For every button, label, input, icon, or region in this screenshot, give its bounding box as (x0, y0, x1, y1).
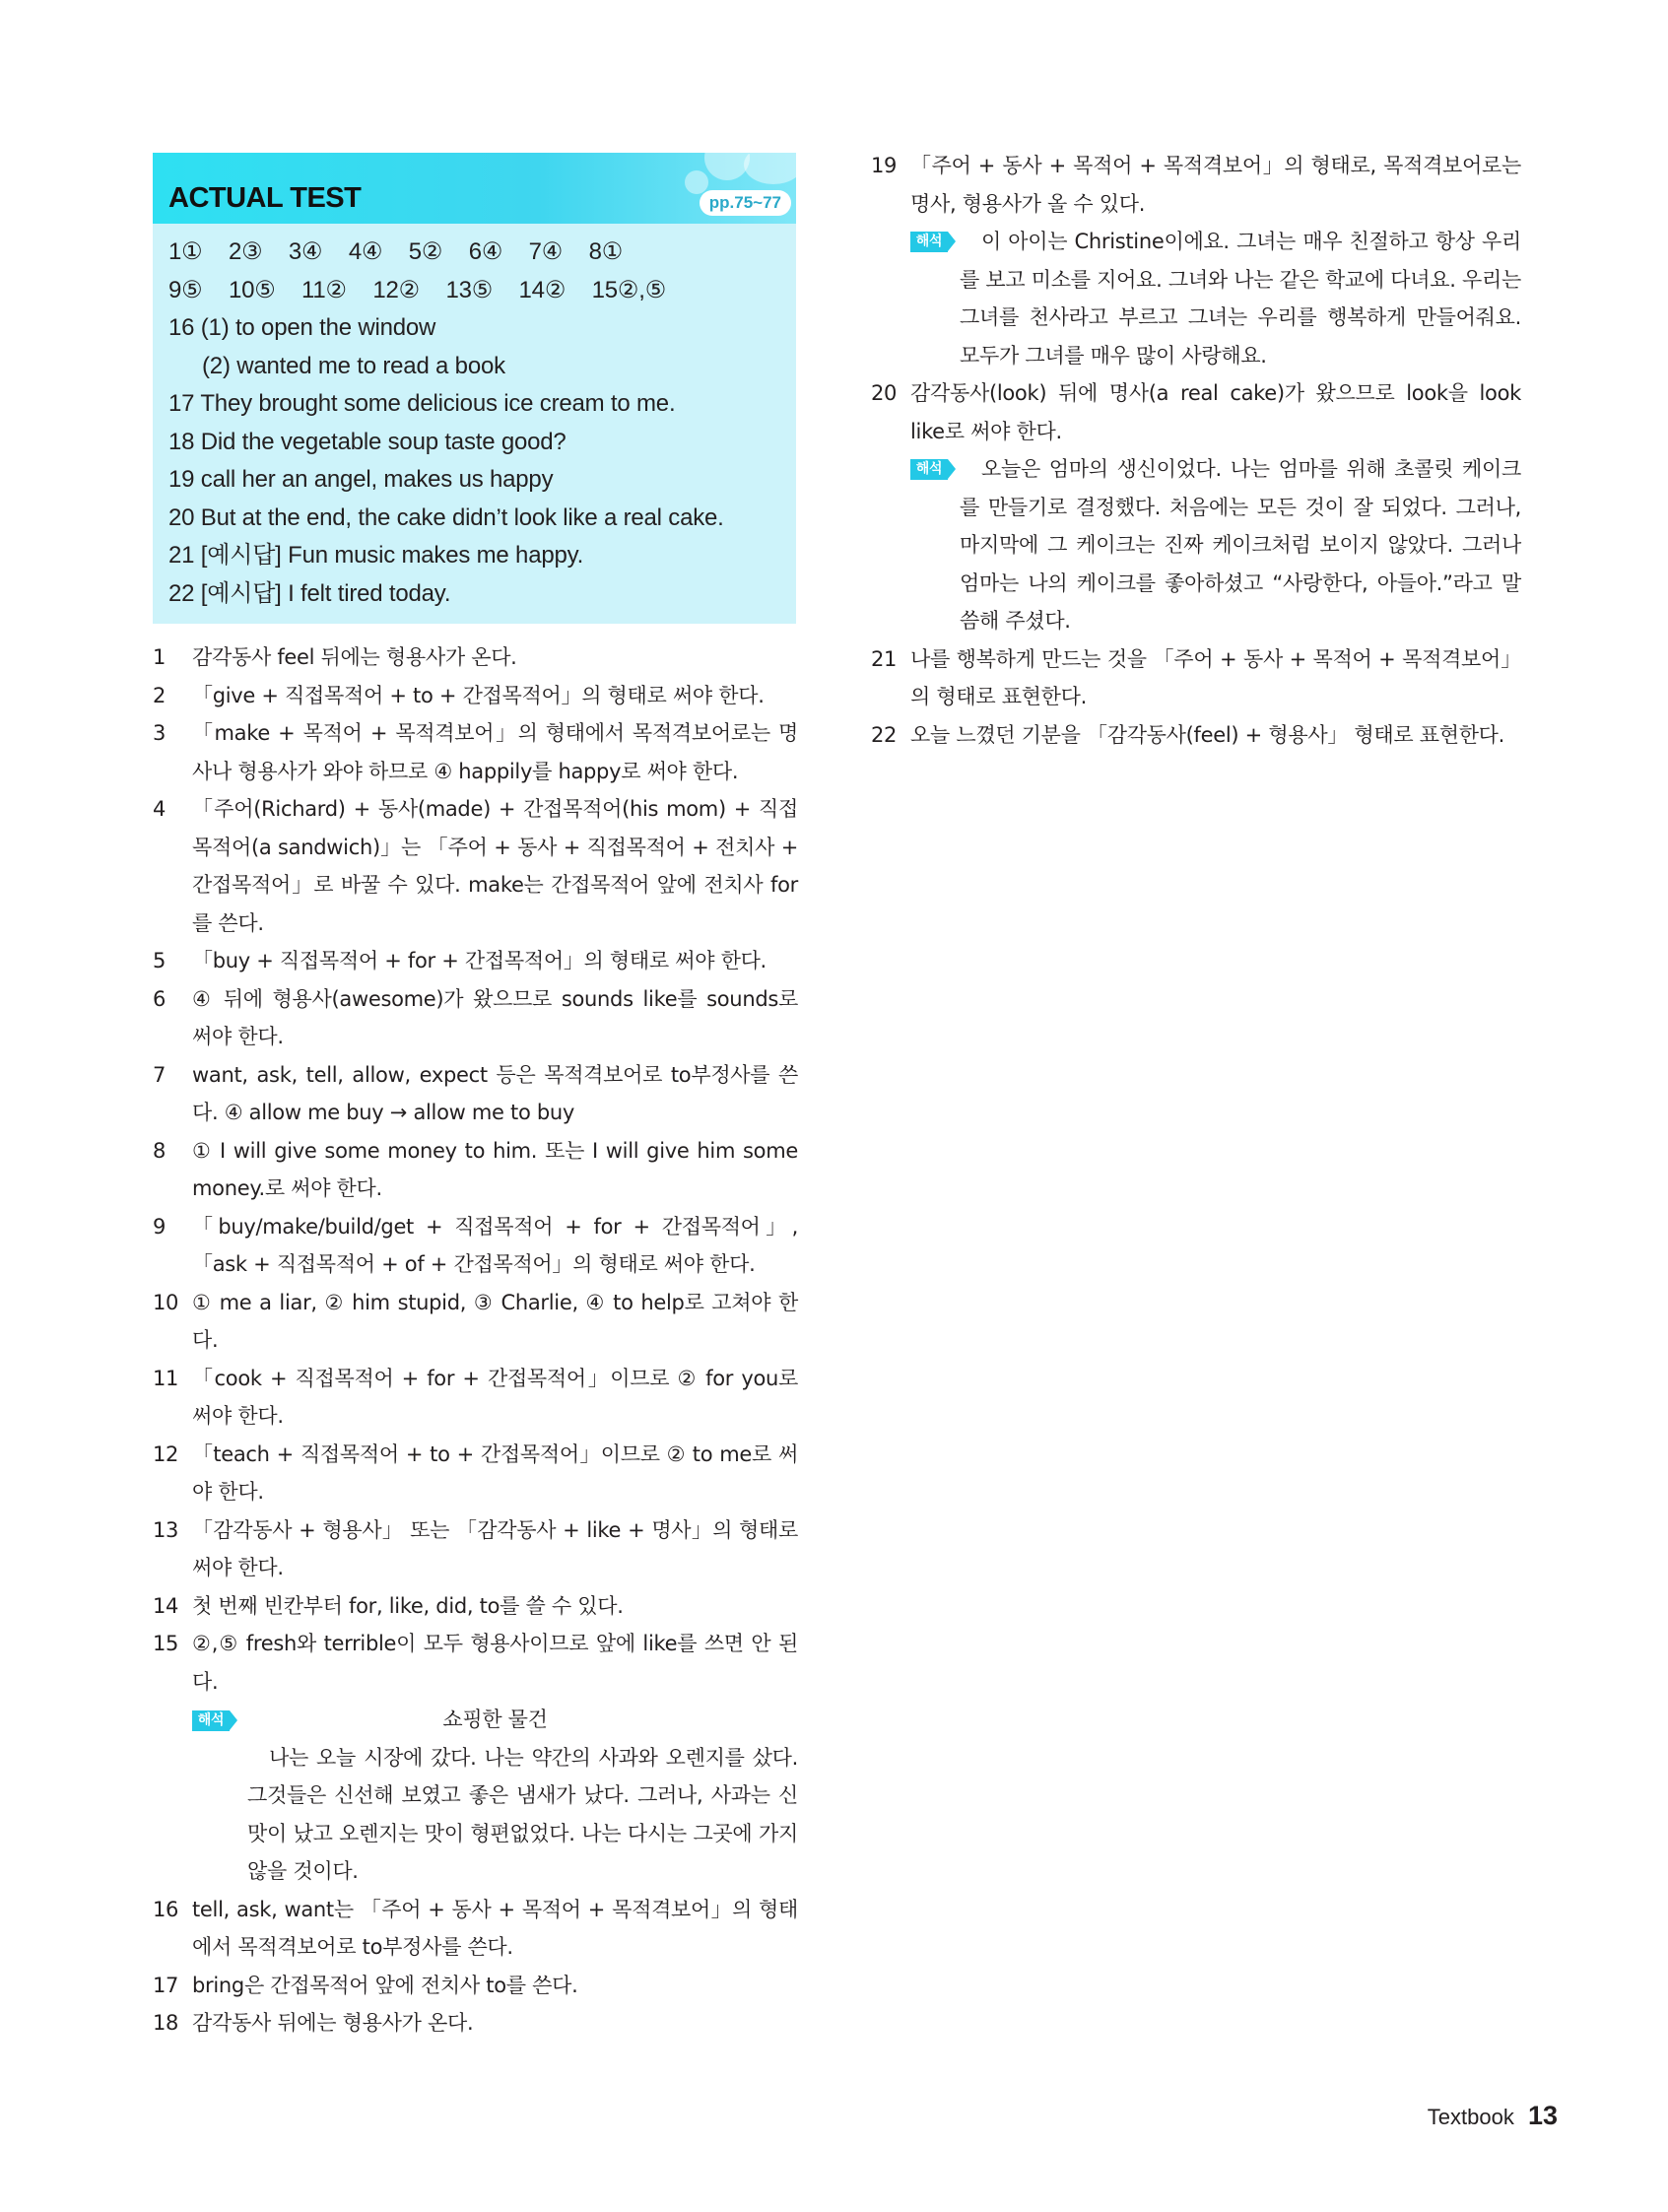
explanation-2 (153, 677, 798, 715)
translation-block-20 (871, 450, 1521, 640)
answer-item: 8① (588, 238, 624, 265)
answer-item: 1① (168, 238, 203, 265)
explanations-right-column (871, 147, 1521, 754)
explanation-4 (153, 790, 798, 942)
explanation-text: 「give + 직접목적어 + to + 간접목적어」의 형태로 써야 한다. (192, 683, 765, 707)
explanation-16 (153, 1891, 798, 1967)
answer-item: 7④ (528, 238, 564, 265)
answer-item: 15②,⑤ (591, 276, 667, 303)
explanation-10 (153, 1284, 798, 1360)
explanation-text: want, ask, tell, allow, expect 등은 목적격보어로 to부정사를 쓴다. ④ allow me buy → allow me to buy (192, 1062, 798, 1124)
answer-row-1 (168, 234, 789, 272)
explanation-text: 「주어 + 동사 + 목적어 + 목적격보어」의 형태로, 목적격보어로는 명사, 형용사가 올 수 있다. (910, 154, 1521, 216)
explanation-text: 오늘 느꼈던 기분을 「감각동사(feel) + 형용사」 형태로 표현한다. (910, 722, 1505, 747)
explanation-1 (153, 638, 798, 677)
explanation-text: 감각동사 뒤에는 형용사가 온다. (192, 2011, 474, 2035)
explanation-number: 20 (871, 381, 898, 405)
explanation-text: ②,⑤ fresh와 terrible이 모두 형용사이므로 앞에 like를 쓰면 안 된다. (192, 1632, 798, 1694)
page-number: 13 (1527, 2101, 1558, 2130)
explanation-number: 1 (153, 645, 167, 669)
translation-title: 쇼핑한 물건 (442, 1708, 548, 1731)
answer-19: 19 call her an angel, makes us happy (168, 466, 554, 493)
answer-16a: 16 (1) to open the window (168, 314, 436, 341)
explanation-text: 「make + 목적어 + 목적격보어」의 형태에서 목적격보어로는 명사나 형용사가 와야 하므로 ④ happily를 happy로 써야 한다. (192, 721, 798, 783)
actual-test-box (153, 153, 796, 624)
explanation-22 (871, 716, 1521, 755)
explanation-text: bring은 간접목적어 앞에 전치사 to를 쓴다. (192, 1973, 578, 1997)
explanation-18 (153, 2004, 798, 2043)
explanation-11 (153, 1360, 798, 1436)
explanation-13 (153, 1511, 798, 1587)
explanation-text: ① I will give some money to him. 또는 I will give him some money.로 써야 한다. (192, 1138, 798, 1200)
answer-item: 9⑤ (168, 276, 203, 303)
explanation-15 (153, 1625, 798, 1701)
answer-22: 22 [예시답] I felt tired today. (168, 579, 451, 607)
answer-item: 5② (408, 238, 443, 265)
explanation-number: 19 (871, 154, 898, 177)
explanation-text: 첫 번째 빈칸부터 for, like, did, to를 쓸 수 있다. (192, 1593, 624, 1618)
explanation-9 (153, 1208, 798, 1284)
explanation-5 (153, 942, 798, 980)
explanation-number: 14 (153, 1593, 179, 1618)
decor-bubble (685, 170, 708, 194)
answer-17: 17 They brought some delicious ice cream to me. (168, 390, 676, 417)
answer-item: 14② (518, 276, 567, 303)
answer-item: 6④ (468, 238, 503, 265)
explanation-20 (871, 374, 1521, 450)
explanation-text: 나를 행복하게 만드는 것을 「주어 + 동사 + 목적어 + 목적격보어」의 형태로 표현한다. (910, 646, 1521, 708)
explanation-number: 10 (153, 1290, 179, 1314)
explanation-number: 9 (153, 1214, 167, 1239)
answer-row-2 (168, 272, 789, 310)
explanation-3 (153, 714, 798, 790)
explanation-text: 「cook + 직접목적어 + for + 간접목적어」이므로 ② for you로 써야 한다. (192, 1366, 798, 1428)
actual-test-header (153, 153, 796, 224)
explanation-number: 22 (871, 722, 898, 747)
page-footer (1428, 2101, 1558, 2131)
explanation-number: 18 (153, 2011, 179, 2035)
explanation-number: 4 (153, 797, 167, 821)
explanation-number: 15 (153, 1632, 179, 1655)
answer-item: 11② (301, 276, 347, 303)
translation-text: 이 아이는 Christine이에요. 그녀는 매우 친절하고 항상 우리를 보고 미소를 지어요. 그녀와 나는 같은 학교에 다녀요. 우리는 그녀를 천사라고 부르고 그녀는 우리를 행복하게 만들어줘요. 모두가 그녀를 매우 많이 사랑해요. (960, 230, 1521, 368)
translation-block-15 (153, 1701, 798, 1891)
explanation-14 (153, 1587, 798, 1626)
explanation-number: 3 (153, 721, 167, 745)
answer-18: 18 Did the vegetable soup taste good? (168, 428, 567, 455)
explanation-text: 「주어(Richard) + 동사(made) + 간접목적어(his mom) + 직접목적어(a sandwich)」는 「주어 + 동사 + 직접목적어 + 전치사 + 간접목적어」로 바꿀 수 있다. make는 간접목적어 앞에 전치사 for를 쓴다. (192, 797, 798, 935)
translation-body (910, 223, 1521, 374)
translation-body (910, 450, 1521, 640)
translation-block-19 (871, 223, 1521, 374)
page-reference-badge: pp.75~77 (700, 190, 791, 216)
explanation-number: 7 (153, 1062, 167, 1087)
answer-21: 21 [예시답] Fun music makes me happy. (168, 542, 584, 569)
answer-item: 13⑤ (445, 276, 494, 303)
explanation-number: 8 (153, 1138, 167, 1163)
explanation-number: 13 (153, 1517, 179, 1542)
decor-bubble (704, 153, 750, 180)
explanation-number: 11 (153, 1366, 179, 1390)
explanation-7 (153, 1056, 798, 1132)
answer-item: 4④ (348, 238, 383, 265)
decor-bubble (744, 153, 796, 184)
explanation-number: 17 (153, 1973, 179, 1997)
explanation-17 (153, 1967, 798, 2005)
answer-item: 2③ (228, 238, 263, 265)
explanation-21 (871, 640, 1521, 716)
answer-list (168, 234, 789, 613)
explanation-number: 5 (153, 949, 167, 972)
explanation-number: 21 (871, 646, 898, 671)
answer-item: 3④ (288, 238, 323, 265)
explanation-text: 감각동사 feel 뒤에는 형용사가 온다. (192, 645, 517, 669)
answer-20: 20 But at the end, the cake didn’t look like a real cake. (168, 503, 724, 531)
explanation-number: 6 (153, 986, 167, 1011)
explanation-text: tell, ask, want는 「주어 + 동사 + 목적어 + 목적격보어」의 형태에서 목적격보어로 to부정사를 쓴다. (192, 1897, 798, 1959)
explanation-text: 「감각동사 + 형용사」 또는 「감각동사 + like + 명사」의 형태로 써야 한다. (192, 1517, 798, 1579)
answer-item: 10⑤ (228, 276, 276, 303)
translation-body: 나는 오늘 시장에 갔다. 나는 약간의 사과와 오렌지를 샀다. 그것들은 신선해 보였고 좋은 냄새가 났다. 그러나, 사과는 신 맛이 났고 오렌지는 맛이 형편없었다. 나는 다시는 그곳에 가지 않을 것이다. (247, 1745, 798, 1883)
explanation-12 (153, 1436, 798, 1511)
explanation-text: ① me a liar, ② him stupid, ③ Charlie, ④ to help로 고쳐야 한다. (192, 1290, 798, 1352)
translation-text: 오늘은 엄마의 생신이었다. 나는 엄마를 위해 초콜릿 케이크를 만들기로 결정했다. 처음에는 모든 것이 잘 되었다. 그러나, 마지막에 그 케이크는 진짜 케이크처럼 보이지 않았다. 그러나 엄마는 나의 케이크를 좋아하셨고 “사랑한다, 아들아.”라고 말씀해 주셨다. (960, 457, 1521, 633)
translation-tag: 해석 (910, 232, 948, 252)
footer-book-label: Textbook (1427, 2105, 1514, 2129)
explanation-number: 12 (153, 1441, 179, 1466)
explanation-text: ④ 뒤에 형용사(awesome)가 왔으므로 sounds like를 sounds로 써야 한다. (192, 986, 798, 1048)
explanation-8 (153, 1132, 798, 1208)
translation-tag: 해석 (910, 459, 948, 480)
explanation-text: 「buy/make/build/get + 직접목적어 + for + 간접목적어」, 「ask + 직접목적어 + of + 간접목적어」의 형태로 써야 한다. (192, 1214, 798, 1276)
translation-header (192, 1701, 798, 1739)
answer-16b: (2) wanted me to read a book (202, 352, 505, 379)
explanation-number: 16 (153, 1897, 179, 1921)
translation-tag: 해석 (192, 1710, 230, 1731)
explanation-text: 「buy + 직접목적어 + for + 간접목적어」의 형태로 써야 한다. (192, 949, 767, 972)
explanation-text: 감각동사(look) 뒤에 명사(a real cake)가 왔으므로 look을 look like로 써야 한다. (910, 381, 1521, 443)
explanation-text: 「teach + 직접목적어 + to + 간접목적어」이므로 ② to me로 써야 한다. (192, 1441, 798, 1504)
explanation-number: 2 (153, 683, 167, 707)
explanations-left-column (153, 638, 798, 2043)
answer-item: 12② (372, 276, 420, 303)
explanation-6 (153, 980, 798, 1056)
explanation-19 (871, 147, 1521, 223)
actual-test-title: ACTUAL TEST (168, 182, 362, 214)
